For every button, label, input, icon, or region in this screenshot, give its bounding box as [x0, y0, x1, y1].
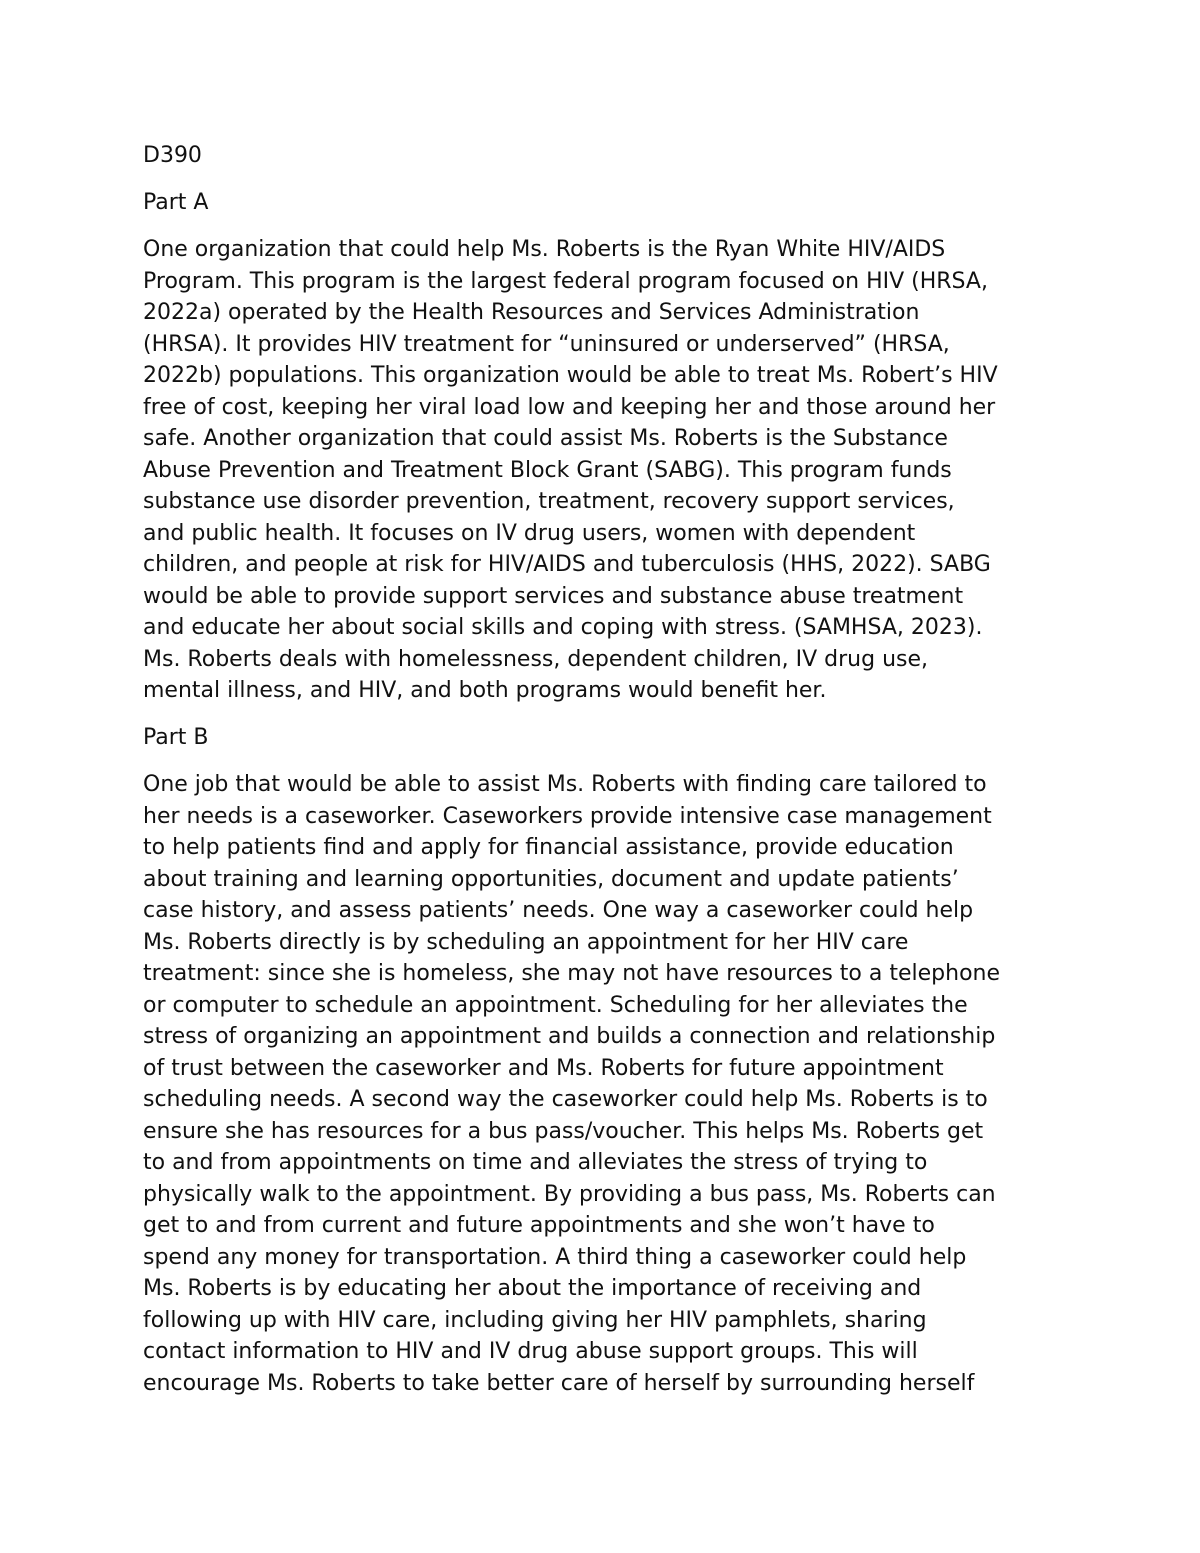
text-line: about training and learning opportunities, document and update patients’: [143, 866, 959, 892]
text-line: physically walk to the appointment. By providing a bus pass, Ms. Roberts can: [143, 1181, 996, 1207]
text-line: scheduling needs. A second way the caseworker could help Ms. Roberts is to: [143, 1087, 988, 1112]
text-line: 2022a) operated by the Health Resources and Services Administration: [143, 300, 920, 325]
text-line: free of cost, keeping her viral load low and keeping her and those around her: [143, 394, 996, 420]
text-line: One job that would be able to assist Ms. Roberts with finding care tailored to: [143, 772, 987, 797]
text-line: get to and from current and future appointments and she won’t have to: [143, 1213, 935, 1238]
text-line: One organization that could help Ms. Roberts is the Ryan White HIV/AIDS: [143, 237, 946, 262]
text-line: (HRSA). It provides HIV treatment for “uninsured or underserved” (HRSA,: [143, 331, 950, 357]
text-line: substance use disorder prevention, treatment, recovery support services,: [143, 489, 955, 514]
text-line: 2022b) populations. This organization would be able to treat Ms. Robert’s HIV: [143, 363, 998, 388]
text-line: Ms. Roberts directly is by scheduling an appointment for her HIV care: [143, 929, 909, 955]
text-line: Abuse Prevention and Treatment Block Grant (SABG). This program funds: [143, 457, 952, 483]
text-line: to help patients find and apply for financial assistance, provide education: [143, 835, 954, 860]
document-title: D390: [143, 143, 202, 168]
paragraph-gap: [143, 172, 1073, 188]
paragraph-gap: [143, 754, 1073, 770]
text-line: mental illness, and HIV, and both programs would benefit her.: [143, 678, 827, 703]
document-body: [143, 140, 1073, 1399]
text-line: Ms. Roberts is by educating her about the importance of receiving and: [143, 1276, 922, 1301]
part-b-heading: Part B: [143, 725, 209, 750]
part-a-paragraph: [143, 234, 1073, 707]
text-line: encourage Ms. Roberts to take better care of herself by surrounding herself: [143, 1370, 975, 1396]
text-line: of trust between the caseworker and Ms. Roberts for future appointment: [143, 1055, 944, 1081]
text-line: Ms. Roberts deals with homelessness, dependent children, IV drug use,: [143, 646, 928, 672]
text-line: spend any money for transportation. A third thing a caseworker could help: [143, 1244, 967, 1270]
text-line: stress of organizing an appointment and builds a connection and relationship: [143, 1024, 996, 1049]
text-line: her needs is a caseworker. Caseworkers provide intensive case management: [143, 803, 992, 829]
text-line: and educate her about social skills and coping with stress. (SAMHSA, 2023).: [143, 615, 983, 640]
text-line: or computer to schedule an appointment. Scheduling for her alleviates the: [143, 992, 968, 1018]
text-line: children, and people at risk for HIV/AIDS and tuberculosis (HHS, 2022). SABG: [143, 552, 991, 577]
part-b-paragraph: [143, 769, 1073, 1399]
paragraph-gap: [143, 219, 1073, 235]
text-line: to and from appointments on time and alleviates the stress of trying to: [143, 1150, 928, 1175]
text-line: treatment: since she is homeless, she may not have resources to a telephone: [143, 961, 1001, 986]
text-line: contact information to HIV and IV drug abuse support groups. This will: [143, 1339, 918, 1364]
text-line: would be able to provide support services and substance abuse treatment: [143, 583, 964, 609]
text-line: ensure she has resources for a bus pass/voucher. This helps Ms. Roberts get: [143, 1118, 984, 1144]
text-line: safe. Another organization that could assist Ms. Roberts is the Substance: [143, 426, 948, 451]
text-line: following up with HIV care, including giving her HIV pamphlets, sharing: [143, 1307, 927, 1333]
text-line: and public health. It focuses on IV drug users, women with dependent: [143, 520, 916, 546]
paragraph-gap: [143, 707, 1073, 723]
text-line: case history, and assess patients’ needs. One way a caseworker could help: [143, 898, 974, 923]
part-a-heading: Part A: [143, 190, 209, 215]
text-line: Program. This program is the largest federal program focused on HIV (HRSA,: [143, 268, 988, 294]
